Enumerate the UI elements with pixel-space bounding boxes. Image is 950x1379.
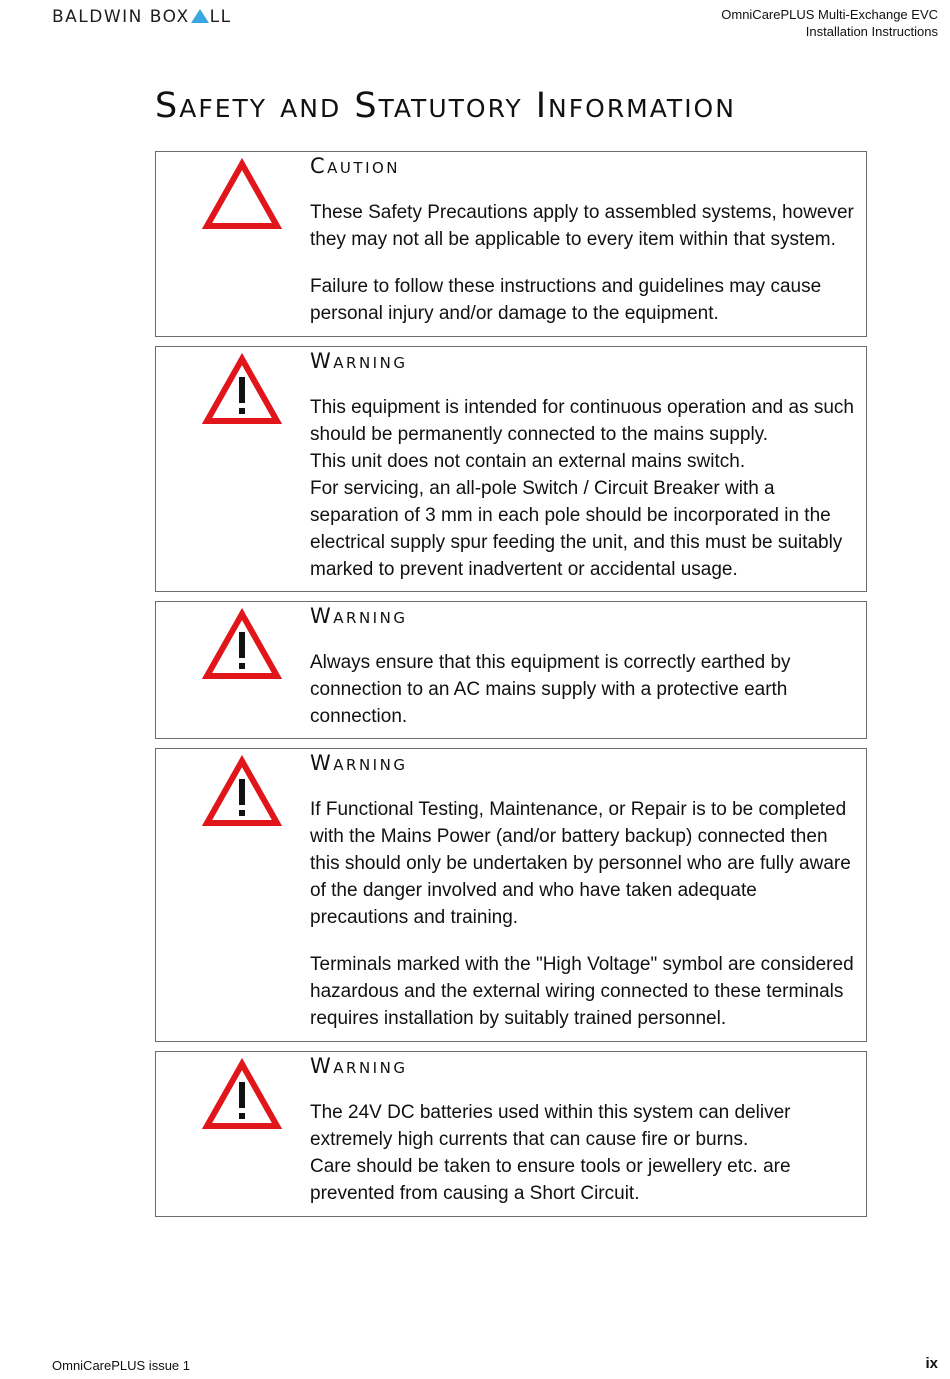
- product-name: OmniCarePLUS Multi-Exchange EVC: [721, 7, 938, 22]
- footer-issue: OmniCarePLUS issue 1: [52, 1358, 190, 1373]
- company-logo: [52, 7, 232, 27]
- warning-triangle-icon: [202, 608, 282, 680]
- box-paragraph: These Safety Precautions apply to assembled systems, however they may not all be applicable to every item within that system.: [310, 202, 854, 250]
- warning-box-testing: [155, 748, 867, 1042]
- box-heading: Warning: [310, 604, 408, 628]
- box-line: This equipment is intended for continuous operation and as such should be permanently connected to the mains supply.: [310, 397, 854, 445]
- logo-text-left: BALDWIN BOX: [52, 7, 190, 27]
- warning-box-earth: [155, 601, 867, 739]
- box-line: For servicing, an all-pole Switch / Circuit Breaker with a separation of 3 mm in each pole should be incorporated in the electrical supply spur feeding the unit, and this must be suitably marked to prevent inadvertent or accidental usage.: [310, 478, 843, 580]
- warning-triangle-icon: [202, 353, 282, 425]
- box-heading: Caution: [310, 154, 401, 178]
- page-number: ix: [925, 1355, 938, 1372]
- warning-triangle-icon: [202, 1058, 282, 1130]
- warning-triangle-icon: [202, 755, 282, 827]
- warning-box-mains: [155, 346, 867, 592]
- box-line: This unit does not contain an external mains switch.: [310, 451, 746, 472]
- warning-box-batteries: [155, 1051, 867, 1217]
- box-heading: Warning: [310, 349, 408, 373]
- box-heading: Warning: [310, 751, 408, 775]
- box-paragraph: [310, 1099, 858, 1207]
- logo-triangle-icon: [191, 9, 209, 23]
- box-heading: Warning: [310, 1054, 408, 1078]
- logo-text-right: LL: [209, 7, 232, 27]
- box-paragraph: Always ensure that this equipment is correctly earthed by connection to an AC mains supply with a protective earth connection.: [310, 652, 791, 727]
- caution-box: [155, 151, 867, 337]
- box-line: Care should be taken to ensure tools or jewellery etc. are prevented from causing a Short Circuit.: [310, 1156, 791, 1204]
- box-paragraph: If Functional Testing, Maintenance, or Repair is to be completed with the Mains Power (and/or battery backup) connected then this should only be undertaken by personnel who are fully aware of the danger involved and who have taken adequate precautions and training.: [310, 799, 851, 928]
- caution-triangle-icon: [202, 158, 282, 230]
- box-paragraph: Terminals marked with the "High Voltage" symbol are considered hazardous and the external wiring connected to these terminals requires installation by suitably trained personnel.: [310, 954, 854, 1029]
- page-title: Safety and Statutory Information: [155, 86, 736, 126]
- document-type: Installation Instructions: [805, 24, 938, 39]
- box-paragraph: [310, 394, 858, 583]
- box-paragraph: Failure to follow these instructions and guidelines may cause personal injury and/or damage to the equipment.: [310, 276, 822, 324]
- document-header: [721, 6, 938, 40]
- box-line: The 24V DC batteries used within this system can deliver extremely high currents that can cause fire or burns.: [310, 1102, 791, 1150]
